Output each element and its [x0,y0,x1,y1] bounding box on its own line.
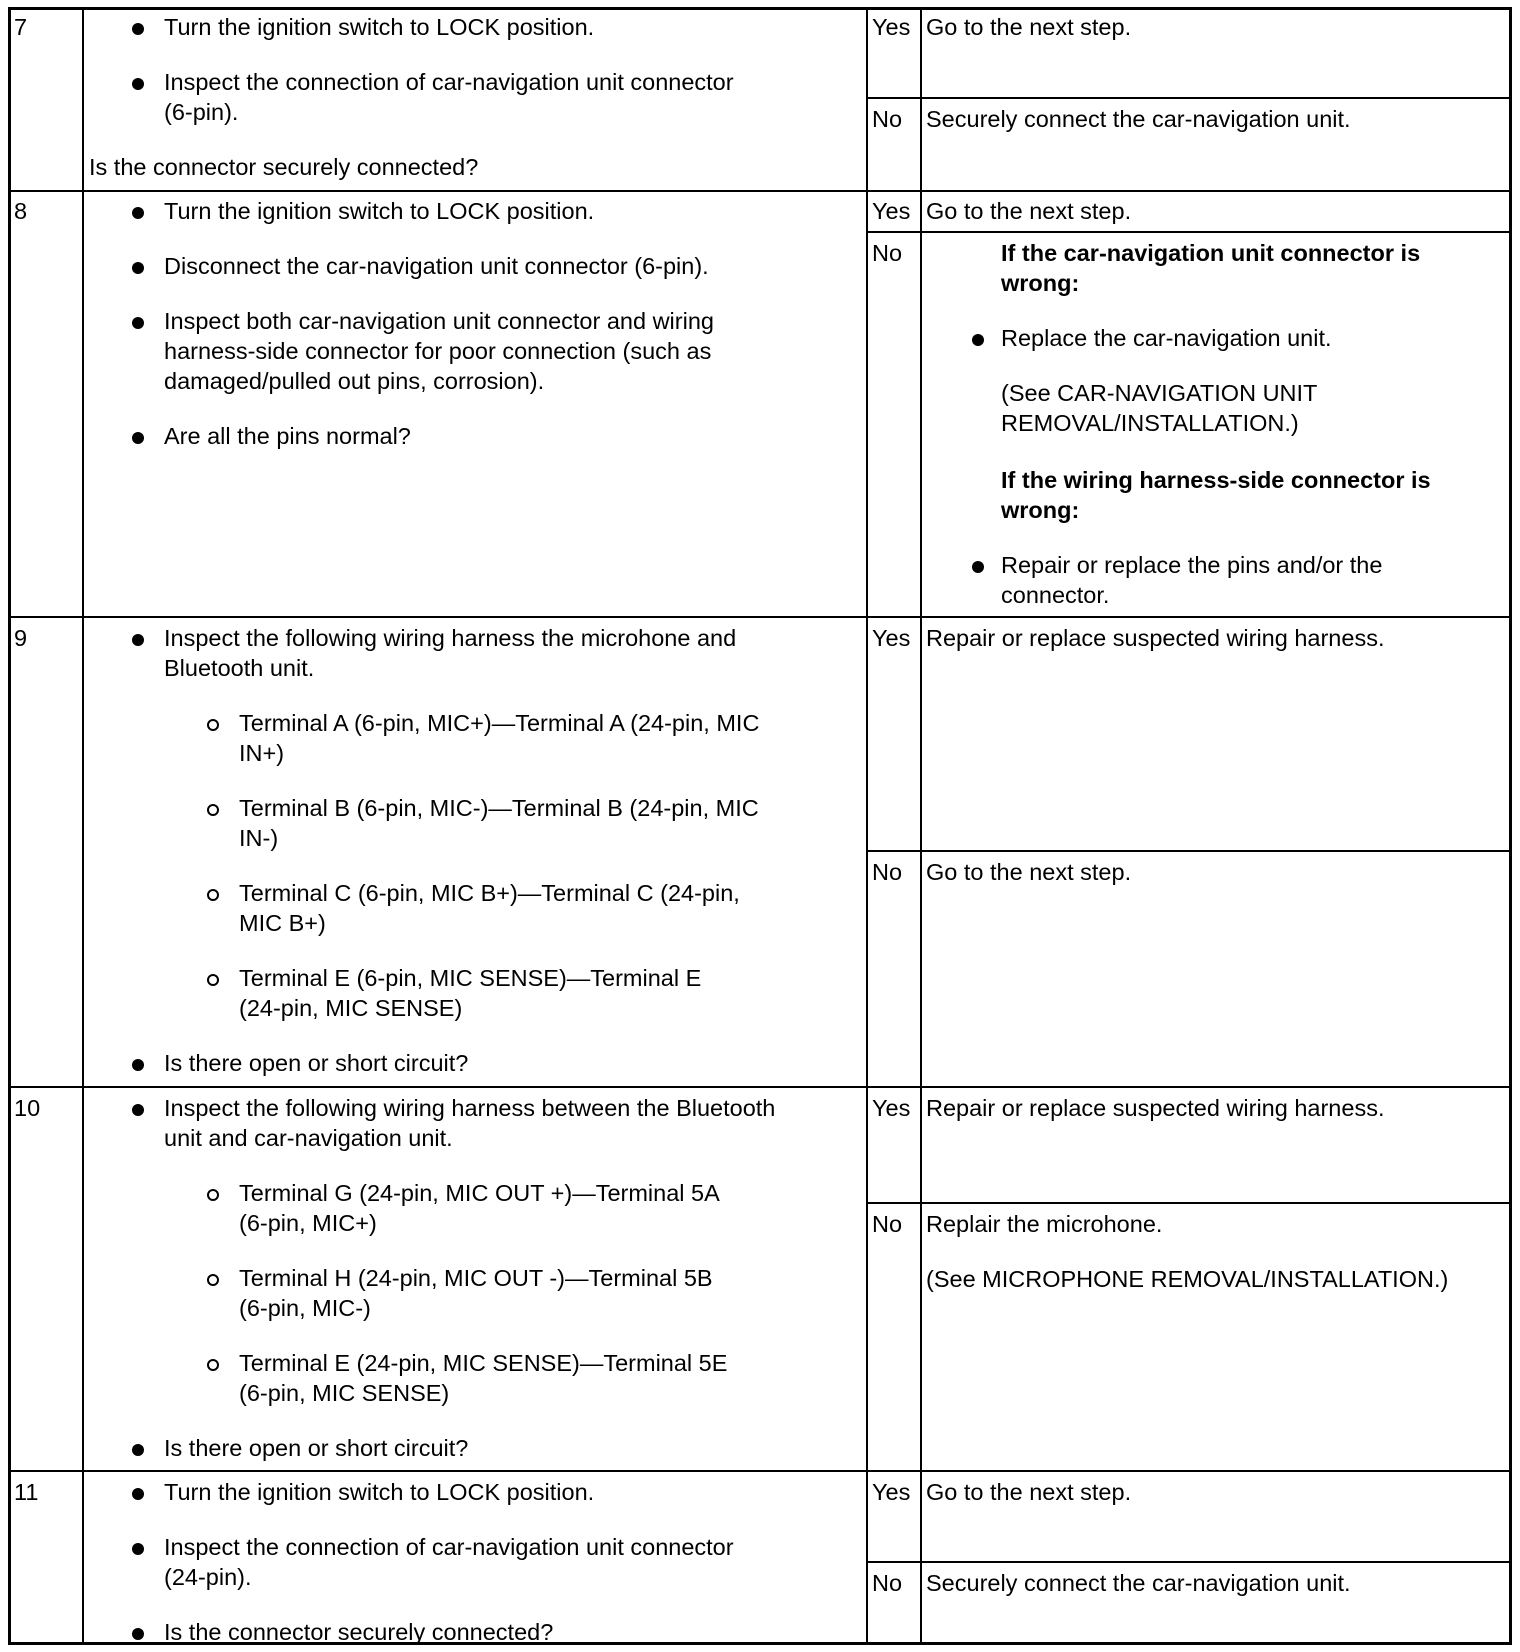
row-divider [8,1086,1512,1088]
step-instruction: unit and car-navigation unit. [164,1125,453,1151]
step-instruction: damaged/pulled out pins, corrosion). [164,368,545,394]
bullet-icon [132,1628,144,1640]
terminal-check: (24-pin, MIC SENSE) [239,995,463,1021]
bullet-icon [132,23,144,35]
terminal-check: Terminal E (24-pin, MIC SENSE)—Terminal 5E [239,1350,728,1376]
yes-label: Yes [872,1095,911,1121]
step-question: Is there open or short circuit? [164,1435,469,1461]
yes-label: Yes [872,198,911,224]
step-number: 11 [14,1479,39,1505]
no-label: No [872,106,903,132]
step-instruction: Turn the ignition switch to LOCK position. [164,1479,595,1505]
yes-action: Go to the next step. [926,198,1132,224]
no-action: connector. [1001,582,1110,608]
sub-bullet-icon [207,889,219,901]
bullet-icon [132,1444,144,1456]
bullet-icon [132,432,144,444]
terminal-check: Terminal B (6-pin, MIC-)—Terminal B (24-pin, MIC [239,795,759,821]
bullet-icon [132,1104,144,1116]
yes-action: Go to the next step. [926,1479,1132,1505]
step-instruction: Inspect the following wiring harness between the Bluetooth [164,1095,776,1121]
terminal-check: Terminal G (24-pin, MIC OUT +)—Terminal 5A [239,1180,720,1206]
step-instruction: Disconnect the car-navigation unit connector (6-pin). [164,253,709,279]
sub-bullet-icon [207,1274,219,1286]
step-instruction: Inspect the following wiring harness the microhone and [164,625,737,651]
terminal-check: (6-pin, MIC SENSE) [239,1380,450,1406]
no-label: No [872,1211,903,1237]
column-divider [920,7,922,1645]
no-reference: REMOVAL/INSTALLATION.) [1001,410,1299,436]
column-divider [866,7,868,1645]
bullet-icon [132,1059,144,1071]
no-action: Replace the car-navigation unit. [1001,325,1332,351]
no-action: Securely connect the car-navigation unit. [926,106,1351,132]
sub-bullet-icon [207,719,219,731]
terminal-check: MIC B+) [239,910,326,936]
yes-no-divider [866,1561,1512,1563]
bullet-icon [972,561,984,573]
no-action: Securely connect the car-navigation unit. [926,1570,1351,1596]
terminal-check: Terminal A (6-pin, MIC+)—Terminal A (24-pin, MIC [239,710,760,736]
step-instruction: Bluetooth unit. [164,655,315,681]
bullet-icon [132,634,144,646]
yes-action: Repair or replace suspected wiring harness. [926,625,1385,651]
step-instruction: (6-pin). [164,99,239,125]
bullet-icon [132,78,144,90]
step-instruction: harness-side connector for poor connection (such as [164,338,712,364]
terminal-check: Terminal E (6-pin, MIC SENSE)—Terminal E [239,965,702,991]
no-label: No [872,1570,903,1596]
step-number: 10 [14,1095,41,1121]
no-condition-heading: If the car-navigation unit connector is [1001,240,1421,266]
step-question: Is the connector securely connected? [89,154,479,180]
row-divider [8,1470,1512,1472]
step-instruction: Inspect both car-navigation unit connector and wiring [164,308,714,334]
column-divider [82,7,84,1645]
sub-bullet-icon [207,1189,219,1201]
terminal-check: IN-) [239,825,279,851]
yes-action: Go to the next step. [926,14,1132,40]
bullet-icon [132,262,144,274]
step-number: 8 [14,198,28,224]
no-action: Go to the next step. [926,859,1132,885]
step-question: Is there open or short circuit? [164,1050,469,1076]
no-label: No [872,240,903,266]
no-action: Replair the microhone. [926,1211,1163,1237]
bullet-icon [132,317,144,329]
no-action: Repair or replace the pins and/or the [1001,552,1383,578]
row-divider [8,190,1512,192]
step-number: 7 [14,14,28,40]
sub-bullet-icon [207,974,219,986]
yes-label: Yes [872,1479,911,1505]
step-instruction: Inspect the connection of car-navigation unit connector [164,1534,734,1560]
terminal-check: (6-pin, MIC-) [239,1295,371,1321]
step-number: 9 [14,625,28,651]
yes-action: Repair or replace suspected wiring harness. [926,1095,1385,1121]
step-instruction: (24-pin). [164,1564,252,1590]
terminal-check: (6-pin, MIC+) [239,1210,377,1236]
step-question: Are all the pins normal? [164,423,411,449]
bullet-icon [132,1488,144,1500]
no-condition-heading: If the wiring harness-side connector is [1001,467,1431,493]
bullet-icon [132,207,144,219]
no-reference: (See CAR-NAVIGATION UNIT [1001,380,1318,406]
bullet-icon [132,1543,144,1555]
yes-label: Yes [872,14,911,40]
terminal-check: Terminal C (6-pin, MIC B+)—Terminal C (24-pin, [239,880,740,906]
yes-label: Yes [872,625,911,651]
terminal-check: Terminal H (24-pin, MIC OUT -)—Terminal 5B [239,1265,713,1291]
step-instruction: Turn the ignition switch to LOCK position. [164,14,595,40]
no-reference: (See MICROPHONE REMOVAL/INSTALLATION.) [926,1266,1449,1292]
terminal-check: IN+) [239,740,285,766]
step-instruction: Turn the ignition switch to LOCK position. [164,198,595,224]
no-condition-heading: wrong: [1001,270,1080,296]
yes-no-divider [866,231,1512,233]
yes-no-divider [866,850,1512,852]
yes-no-divider [866,97,1512,99]
step-question: Is the connector securely connected? [164,1619,554,1645]
sub-bullet-icon [207,804,219,816]
step-instruction: Inspect the connection of car-navigation unit connector [164,69,734,95]
yes-no-divider [866,1202,1512,1204]
no-condition-heading: wrong: [1001,497,1080,523]
bullet-icon [972,334,984,346]
sub-bullet-icon [207,1359,219,1371]
row-divider [8,616,1512,618]
no-label: No [872,859,903,885]
